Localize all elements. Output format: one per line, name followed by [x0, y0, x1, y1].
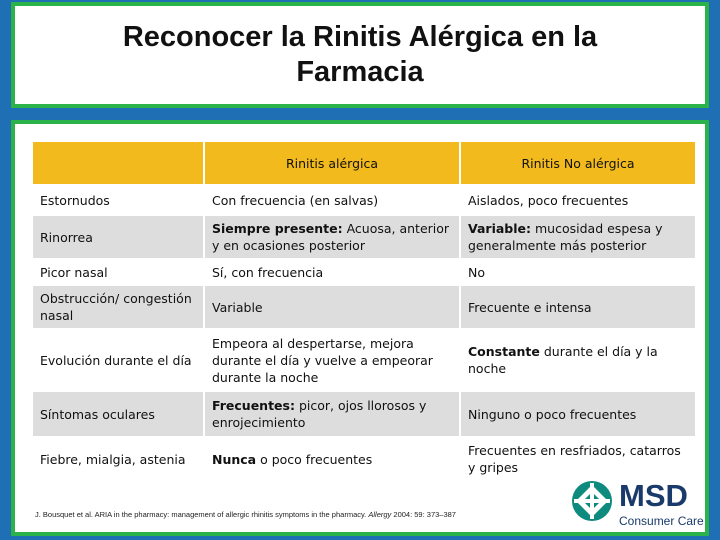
cell-allergic-text: Variable: [212, 299, 263, 315]
cell-allergic-text: picor, ojos llorosos y enrojecimiento: [212, 398, 427, 430]
cell-allergic: [204, 437, 460, 481]
header-cell-empty: [32, 141, 204, 185]
cell-nonallergic: [460, 329, 696, 391]
slide-title: [123, 20, 597, 90]
cell-allergic-text: Sí, con frecuencia: [212, 264, 324, 280]
table-row: [32, 329, 696, 391]
row-label: Evolución durante el día: [32, 329, 204, 391]
cell-allergic: [204, 285, 460, 329]
table-row: [32, 259, 696, 285]
citation-journal: Allergy: [368, 510, 392, 519]
msd-logo-mark-icon: [571, 480, 613, 522]
row-label: Obstrucción/ congestión nasal: [32, 285, 204, 329]
table-row: [32, 437, 696, 481]
citation-text: J. Bousquet et al. ARIA in the pharmacy: management of allergic rhinitis symptoms in the pharmacy.: [35, 510, 367, 519]
cell-allergic-emphasis: Nunca: [212, 451, 257, 467]
cell-nonallergic: [460, 285, 696, 329]
header-cell-nonallergic: Rinitis No alérgica: [460, 141, 696, 185]
cell-nonallergic-text: mucosidad espesa y generalmente más posterior: [468, 221, 663, 253]
slide-title-line-2: Farmacia: [296, 56, 424, 88]
cell-nonallergic-text: Frecuentes en resfriados, catarros y gripes: [468, 443, 681, 475]
cell-nonallergic-emphasis: Variable:: [468, 221, 532, 236]
cell-nonallergic-emphasis: Constante: [468, 344, 540, 359]
row-label: Picor nasal: [32, 259, 204, 285]
cell-nonallergic: [460, 259, 696, 285]
row-label: Estornudos: [32, 185, 204, 215]
cell-allergic: [204, 185, 460, 215]
msd-logo-brand: MSD: [619, 478, 688, 513]
cell-nonallergic: [460, 185, 696, 215]
cell-allergic-text: o poco frecuentes: [256, 451, 373, 467]
cell-nonallergic: [460, 391, 696, 437]
cell-allergic-emphasis: Frecuentes:: [212, 398, 295, 413]
msd-logo: [569, 478, 709, 534]
citation-details: 2004: 59: 373–387: [393, 510, 456, 519]
slide-title-line-1: Reconocer la Rinitis Alérgica en la: [122, 21, 598, 53]
cell-allergic: [204, 391, 460, 437]
cell-allergic: [204, 259, 460, 285]
cell-allergic-text: Acuosa, anterior y en ocasiones posterior: [212, 221, 450, 253]
cell-allergic-text: Con frecuencia (en salvas): [212, 192, 379, 208]
cell-allergic-text: Empeora al despertarse, mejora durante el día y vuelve a empeorar durante la noche: [212, 335, 433, 385]
cell-nonallergic-text: Frecuente e intensa: [468, 299, 592, 315]
cell-nonallergic: [460, 437, 696, 481]
cell-allergic: [204, 215, 460, 259]
table-row: [32, 285, 696, 329]
row-label: Rinorrea: [32, 215, 204, 259]
cell-allergic: [204, 329, 460, 391]
cell-nonallergic-text: Aislados, poco frecuentes: [468, 192, 629, 208]
table-row: [32, 391, 696, 437]
cell-nonallergic: [460, 215, 696, 259]
citation: [35, 510, 555, 519]
cell-nonallergic-text: No: [468, 264, 485, 280]
comparison-table: [31, 140, 697, 482]
row-label: Síntomas oculares: [32, 391, 204, 437]
table-row: [32, 215, 696, 259]
table-row: [32, 185, 696, 215]
cell-nonallergic-text: Ninguno o poco frecuentes: [468, 406, 637, 422]
content-panel: [11, 120, 709, 536]
header-cell-allergic: Rinitis alérgica: [204, 141, 460, 185]
cell-nonallergic-text: durante el día y la noche: [468, 344, 658, 376]
table-header-row: [32, 141, 696, 185]
cell-allergic-emphasis: Siempre presente:: [212, 221, 343, 236]
title-panel: [11, 2, 709, 108]
row-label: Fiebre, mialgia, astenia: [32, 437, 204, 481]
msd-logo-tagline: Consumer Care: [619, 514, 704, 528]
